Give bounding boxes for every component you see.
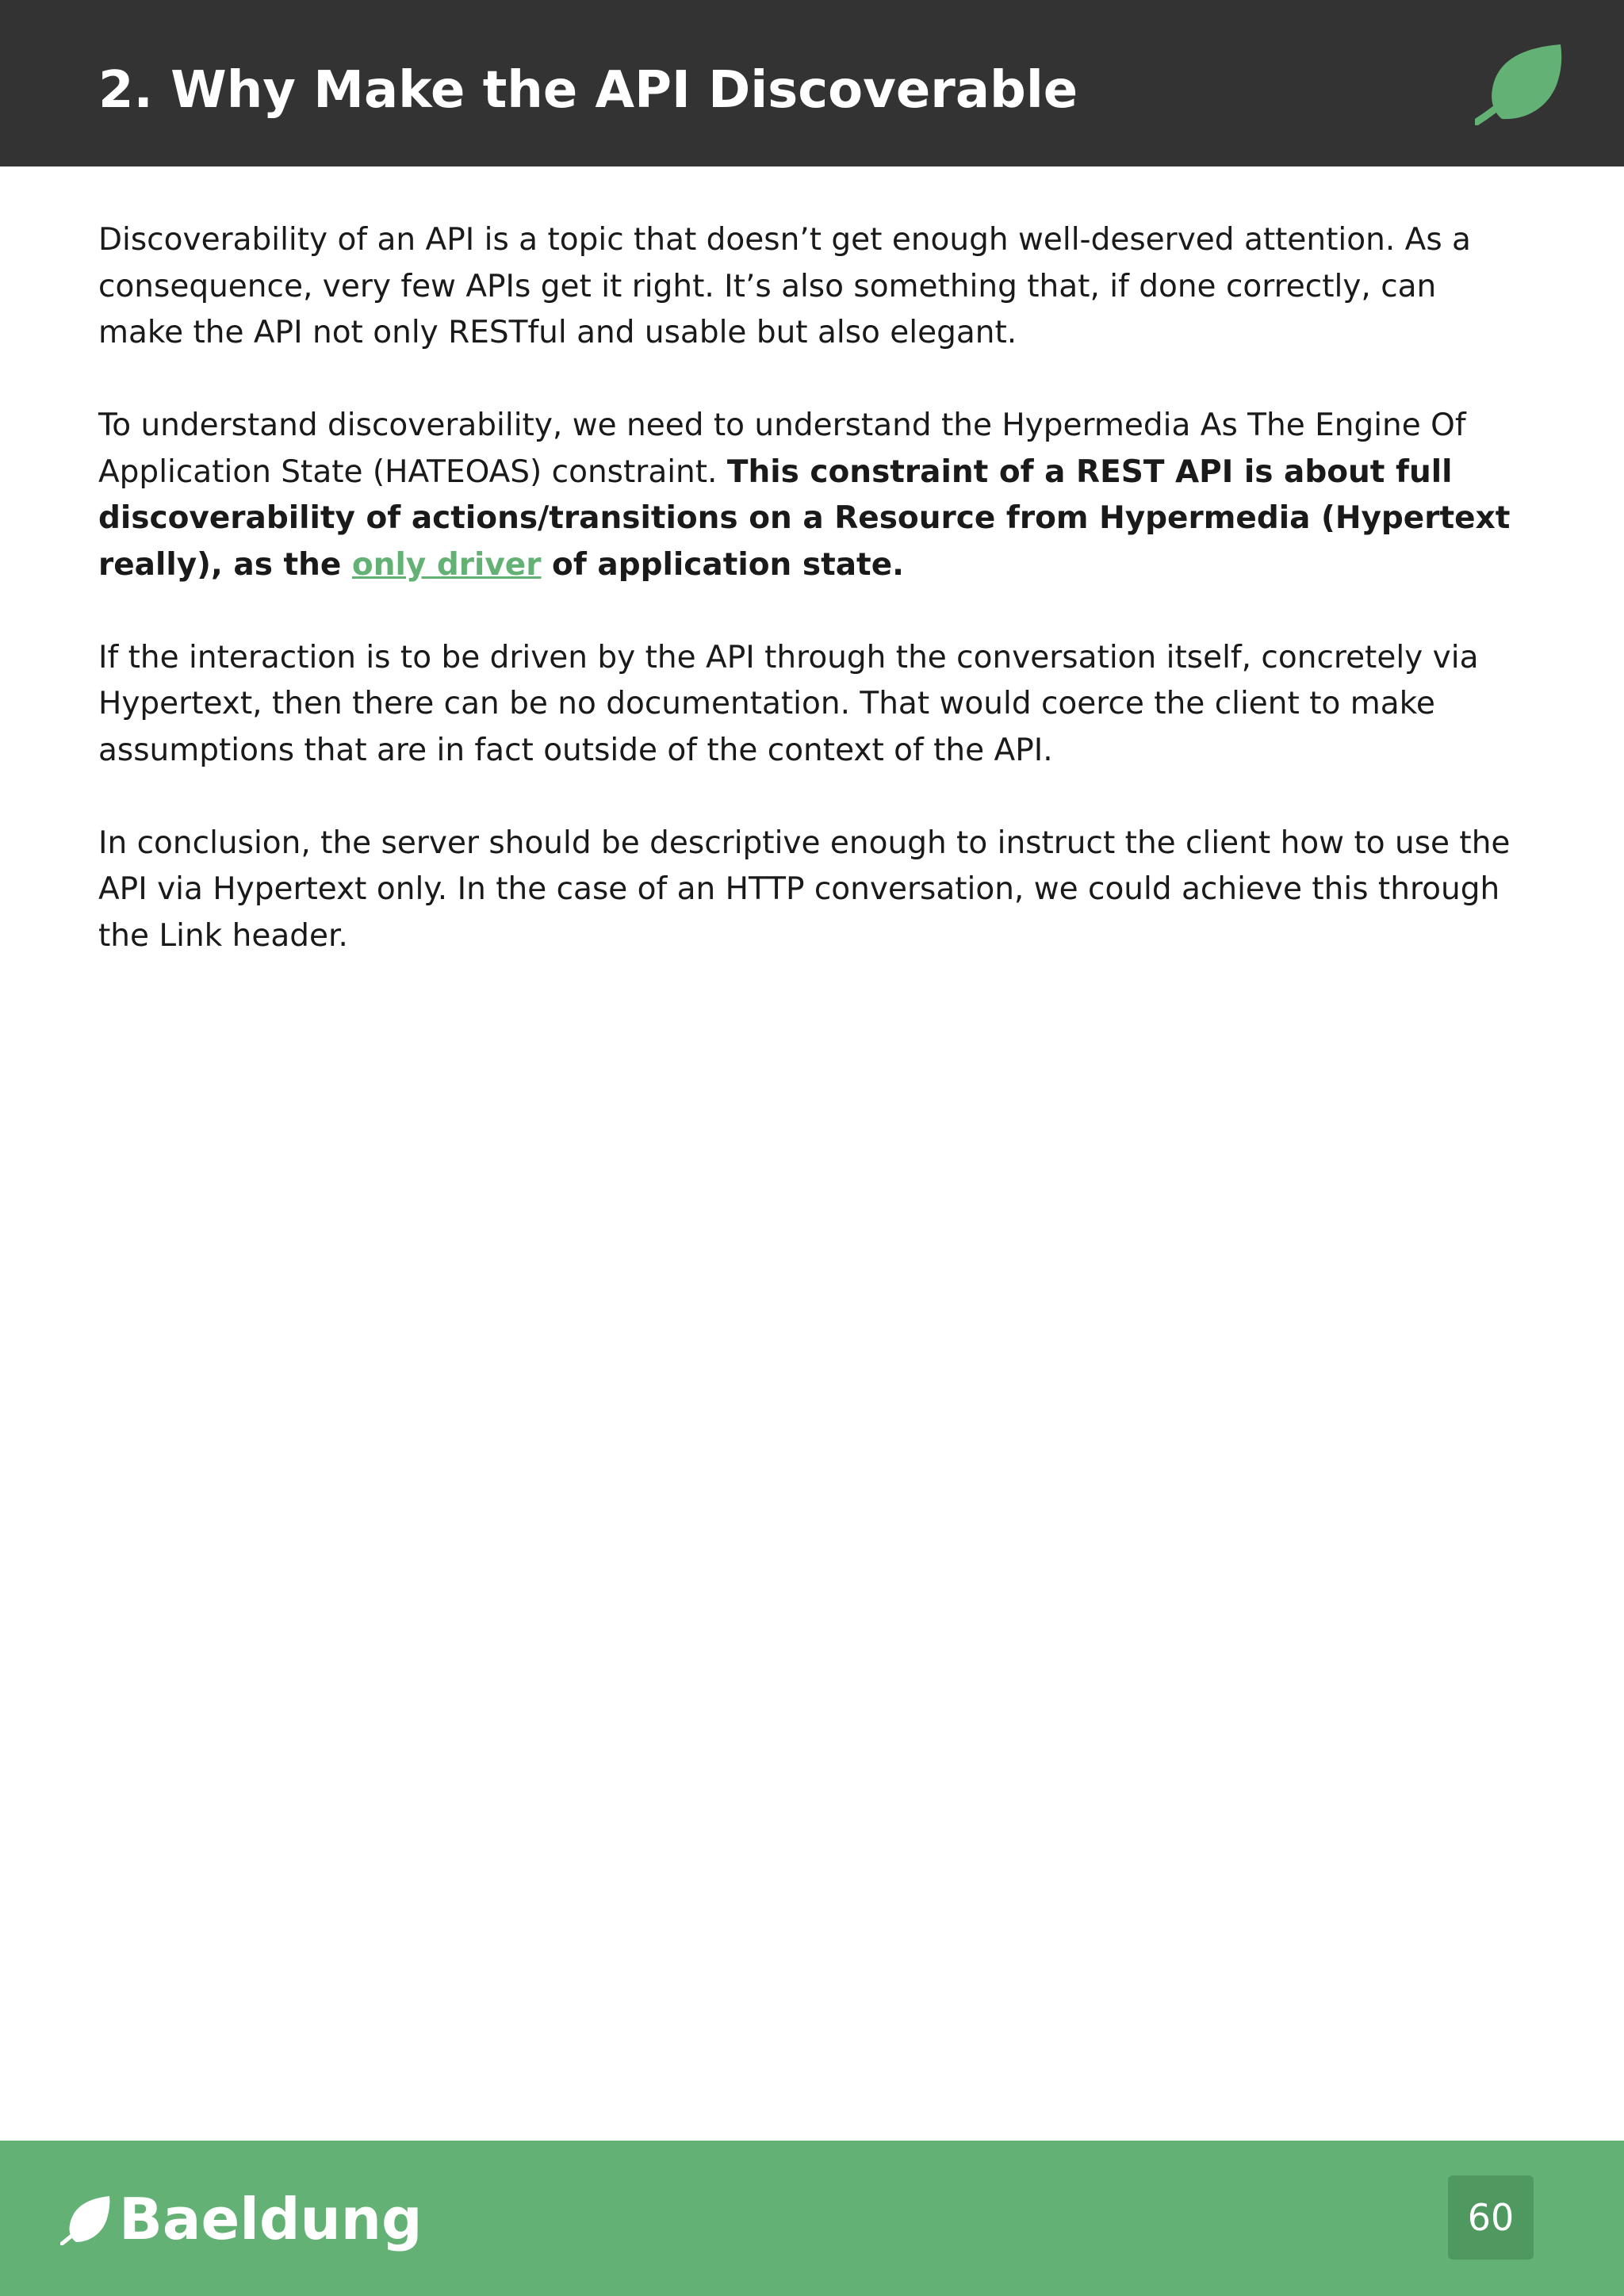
only-driver-link[interactable]: only driver [351, 546, 542, 583]
paragraph-intro: Discoverability of an API is a topic that doesn’t get enough well-deserved attention. As a consequence, very few APIs get it right. It’s also something that, if done correctly, can make the API not only RESTful and usable but also elegant. [98, 222, 1471, 350]
leaf-icon [1475, 41, 1567, 125]
leaf-icon [60, 2195, 113, 2245]
page-footer [0, 2141, 1624, 2296]
bold-constraint-text: This constraint of a REST API is about full discoverability of actions/transitions on a Resource from Hypermedia (Hypertext really), as the [98, 453, 1511, 583]
brand-logo-text: Baeldung [119, 2186, 423, 2252]
paragraph-interaction: If the interaction is to be driven by the API through the conversation itself, concretely via Hypertext, then there can be no documentation. That would coerce the client to make assumptions that are in fact outside of the context of the API. [98, 639, 1479, 768]
bold-link-wrapper [352, 547, 542, 583]
page-title: 2. Why Make the API Discoverable [98, 61, 1078, 120]
page-header [0, 0, 1624, 166]
paragraph-hateoas-text: To understand discoverability, we need to understand the Hypermedia As The Engine Of Application State (HATEOAS) constraint. [98, 408, 1466, 490]
paragraph-hateoas [98, 403, 1526, 588]
page-number-badge: 60 [1448, 2175, 1534, 2260]
article-body [98, 217, 1526, 1006]
bold-constraint-end: of application state. [541, 546, 904, 583]
paragraph-conclusion: In conclusion, the server should be descriptive enough to instruct the client how to use the API via Hypertext only. In the case of an HTTP conversation, we could achieve this through the Link header. [98, 825, 1511, 954]
